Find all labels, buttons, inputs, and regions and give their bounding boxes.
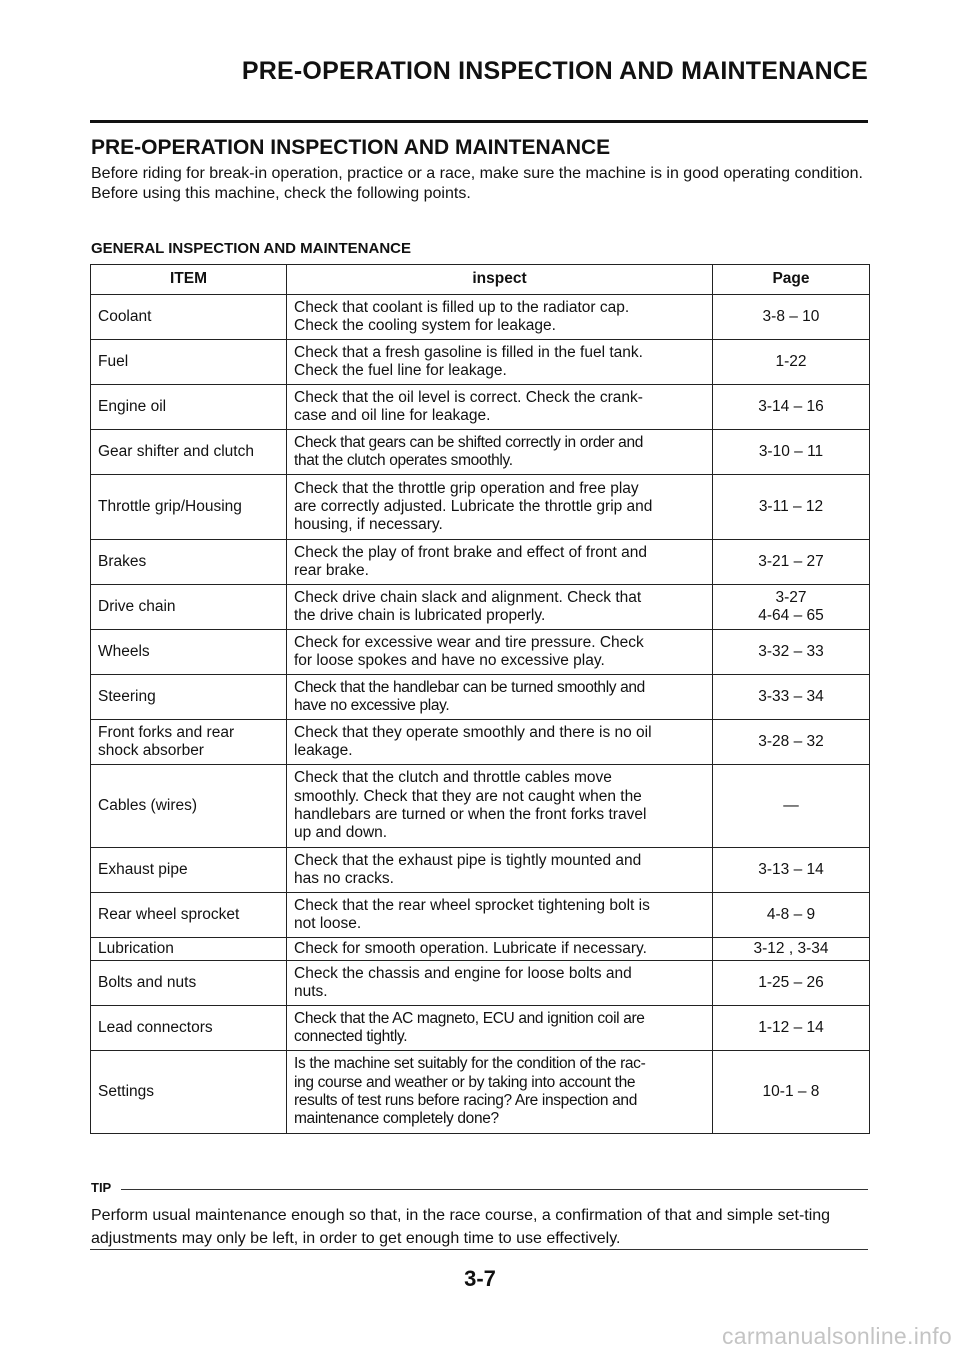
column-header-inspect: inspect xyxy=(287,265,713,295)
item-cell: Settings xyxy=(91,1051,287,1134)
item-cell: Lead connectors xyxy=(91,1006,287,1051)
item-cell: Coolant xyxy=(91,295,287,340)
inspect-cell: Check that the exhaust pipe is tightly mounted and has no cracks. xyxy=(287,848,713,893)
page-cell: 3-27 4-64 – 65 xyxy=(713,585,870,630)
item-cell: Throttle grip/Housing xyxy=(91,475,287,540)
inspect-cell: Check that gears can be shifted correctly in order and that the clutch operates smoothly. xyxy=(287,430,713,475)
page-cell: 10-1 – 8 xyxy=(713,1051,870,1134)
item-cell: Bolts and nuts xyxy=(91,961,287,1006)
table-row xyxy=(91,961,870,1006)
page-cell: 3-10 – 11 xyxy=(713,430,870,475)
inspect-cell: Check that a fresh gasoline is filled in the fuel tank. Check the fuel line for leakage. xyxy=(287,340,713,385)
table-row xyxy=(91,893,870,938)
section-title: PRE-OPERATION INSPECTION AND MAINTENANCE xyxy=(91,136,611,159)
table-row xyxy=(91,430,870,475)
item-cell: Steering xyxy=(91,675,287,720)
table-header-row xyxy=(91,265,870,295)
item-cell: Rear wheel sprocket xyxy=(91,893,287,938)
tip-rule xyxy=(121,1189,868,1190)
tip-text: Perform usual maintenance enough so that, in the race course, a confirmation of that and simple set-ting adjustments may only be left, in order to get enough time to use effectively. xyxy=(91,1207,831,1247)
table-row xyxy=(91,585,870,630)
page-cell: 3-11 – 12 xyxy=(713,475,870,540)
tip-bottom-rule xyxy=(90,1249,868,1250)
item-cell: Brakes xyxy=(91,540,287,585)
item-cell: Wheels xyxy=(91,630,287,675)
table-row xyxy=(91,475,870,540)
item-cell: Drive chain xyxy=(91,585,287,630)
table-row xyxy=(91,1051,870,1134)
page-cell: 3-32 – 33 xyxy=(713,630,870,675)
item-cell: Fuel xyxy=(91,340,287,385)
watermark: carmanualsonline.info xyxy=(721,1323,952,1349)
item-cell: Lubrication xyxy=(91,938,287,961)
item-cell: Gear shifter and clutch xyxy=(91,430,287,475)
inspect-cell: Check that they operate smoothly and there is no oil leakage. xyxy=(287,720,713,765)
item-cell: Exhaust pipe xyxy=(91,848,287,893)
table-row xyxy=(91,540,870,585)
inspect-cell: Check that the AC magneto, ECU and ignition coil are connected tightly. xyxy=(287,1006,713,1051)
page-cell: 1-12 – 14 xyxy=(713,1006,870,1051)
table-row xyxy=(91,720,870,765)
table-row xyxy=(91,1006,870,1051)
inspect-cell: Is the machine set suitably for the condition of the rac- ing course and weather or by taking into account the results of test runs before racing? Are inspection and maintenance completely done? xyxy=(287,1051,713,1134)
item-cell: Engine oil xyxy=(91,385,287,430)
subsection-title: GENERAL INSPECTION AND MAINTENANCE xyxy=(91,240,412,257)
inspect-cell: Check the chassis and engine for loose bolts and nuts. xyxy=(287,961,713,1006)
inspect-cell: Check that the rear wheel sprocket tightening bolt is not loose. xyxy=(287,893,713,938)
page-cell: 3-28 – 32 xyxy=(713,720,870,765)
table-row xyxy=(91,765,870,848)
inspect-cell: Check that the clutch and throttle cables move smoothly. Check that they are not caught when the handlebars are turned or when the front forks travel up and down. xyxy=(287,765,713,848)
column-header-item: ITEM xyxy=(91,265,287,295)
inspect-cell: Check the play of front brake and effect of front and rear brake. xyxy=(287,540,713,585)
intro-text xyxy=(91,164,871,203)
page-cell: 3-12 , 3-34 xyxy=(713,938,870,961)
inspect-cell: Check for excessive wear and tire pressure. Check for loose spokes and have no excessive play. xyxy=(287,630,713,675)
inspect-cell: Check drive chain slack and alignment. Check that the drive chain is lubricated properly. xyxy=(287,585,713,630)
inspect-cell: Check that coolant is filled up to the radiator cap. Check the cooling system for leakage. xyxy=(287,295,713,340)
page-cell: 3-21 – 27 xyxy=(713,540,870,585)
table-row xyxy=(91,675,870,720)
page-cell: — xyxy=(713,765,870,848)
inspect-cell: Check that the oil level is correct. Check the crank- case and oil line for leakage. xyxy=(287,385,713,430)
table-row xyxy=(91,630,870,675)
inspect-cell: Check for smooth operation. Lubricate if necessary. xyxy=(287,938,713,961)
page-cell: 3-33 – 34 xyxy=(713,675,870,720)
inspect-cell: Check that the handlebar can be turned smoothly and have no excessive play. xyxy=(287,675,713,720)
inspection-table xyxy=(90,264,870,1134)
page-cell: 3-8 – 10 xyxy=(713,295,870,340)
page-cell: 4-8 – 9 xyxy=(713,893,870,938)
page-cell: 3-13 – 14 xyxy=(713,848,870,893)
table-row xyxy=(91,938,870,961)
intro-paragraph-2: Before using this machine, check the following points. xyxy=(91,184,471,202)
running-header-title: PRE-OPERATION INSPECTION AND MAINTENANCE xyxy=(241,57,868,85)
table-row xyxy=(91,340,870,385)
intro-paragraph-1: Before riding for break-in operation, practice or a race, make sure the machine is in good operating condition. xyxy=(91,165,863,182)
item-cell: Cables (wires) xyxy=(91,765,287,848)
header-rule xyxy=(90,120,868,123)
page-number: 3-7 xyxy=(464,1266,496,1291)
item-cell: Front forks and rear shock absorber xyxy=(91,720,287,765)
table-row xyxy=(91,295,870,340)
page-cell: 3-14 – 16 xyxy=(713,385,870,430)
table-row xyxy=(91,848,870,893)
column-header-page: Page xyxy=(713,265,870,295)
page-cell: 1-22 xyxy=(713,340,870,385)
table-row xyxy=(91,385,870,430)
inspect-cell: Check that the throttle grip operation and free play are correctly adjusted. Lubricate the throttle grip and housing, if necessary. xyxy=(287,475,713,540)
page-cell: 1-25 – 26 xyxy=(713,961,870,1006)
tip-label: TIP xyxy=(91,1180,112,1195)
